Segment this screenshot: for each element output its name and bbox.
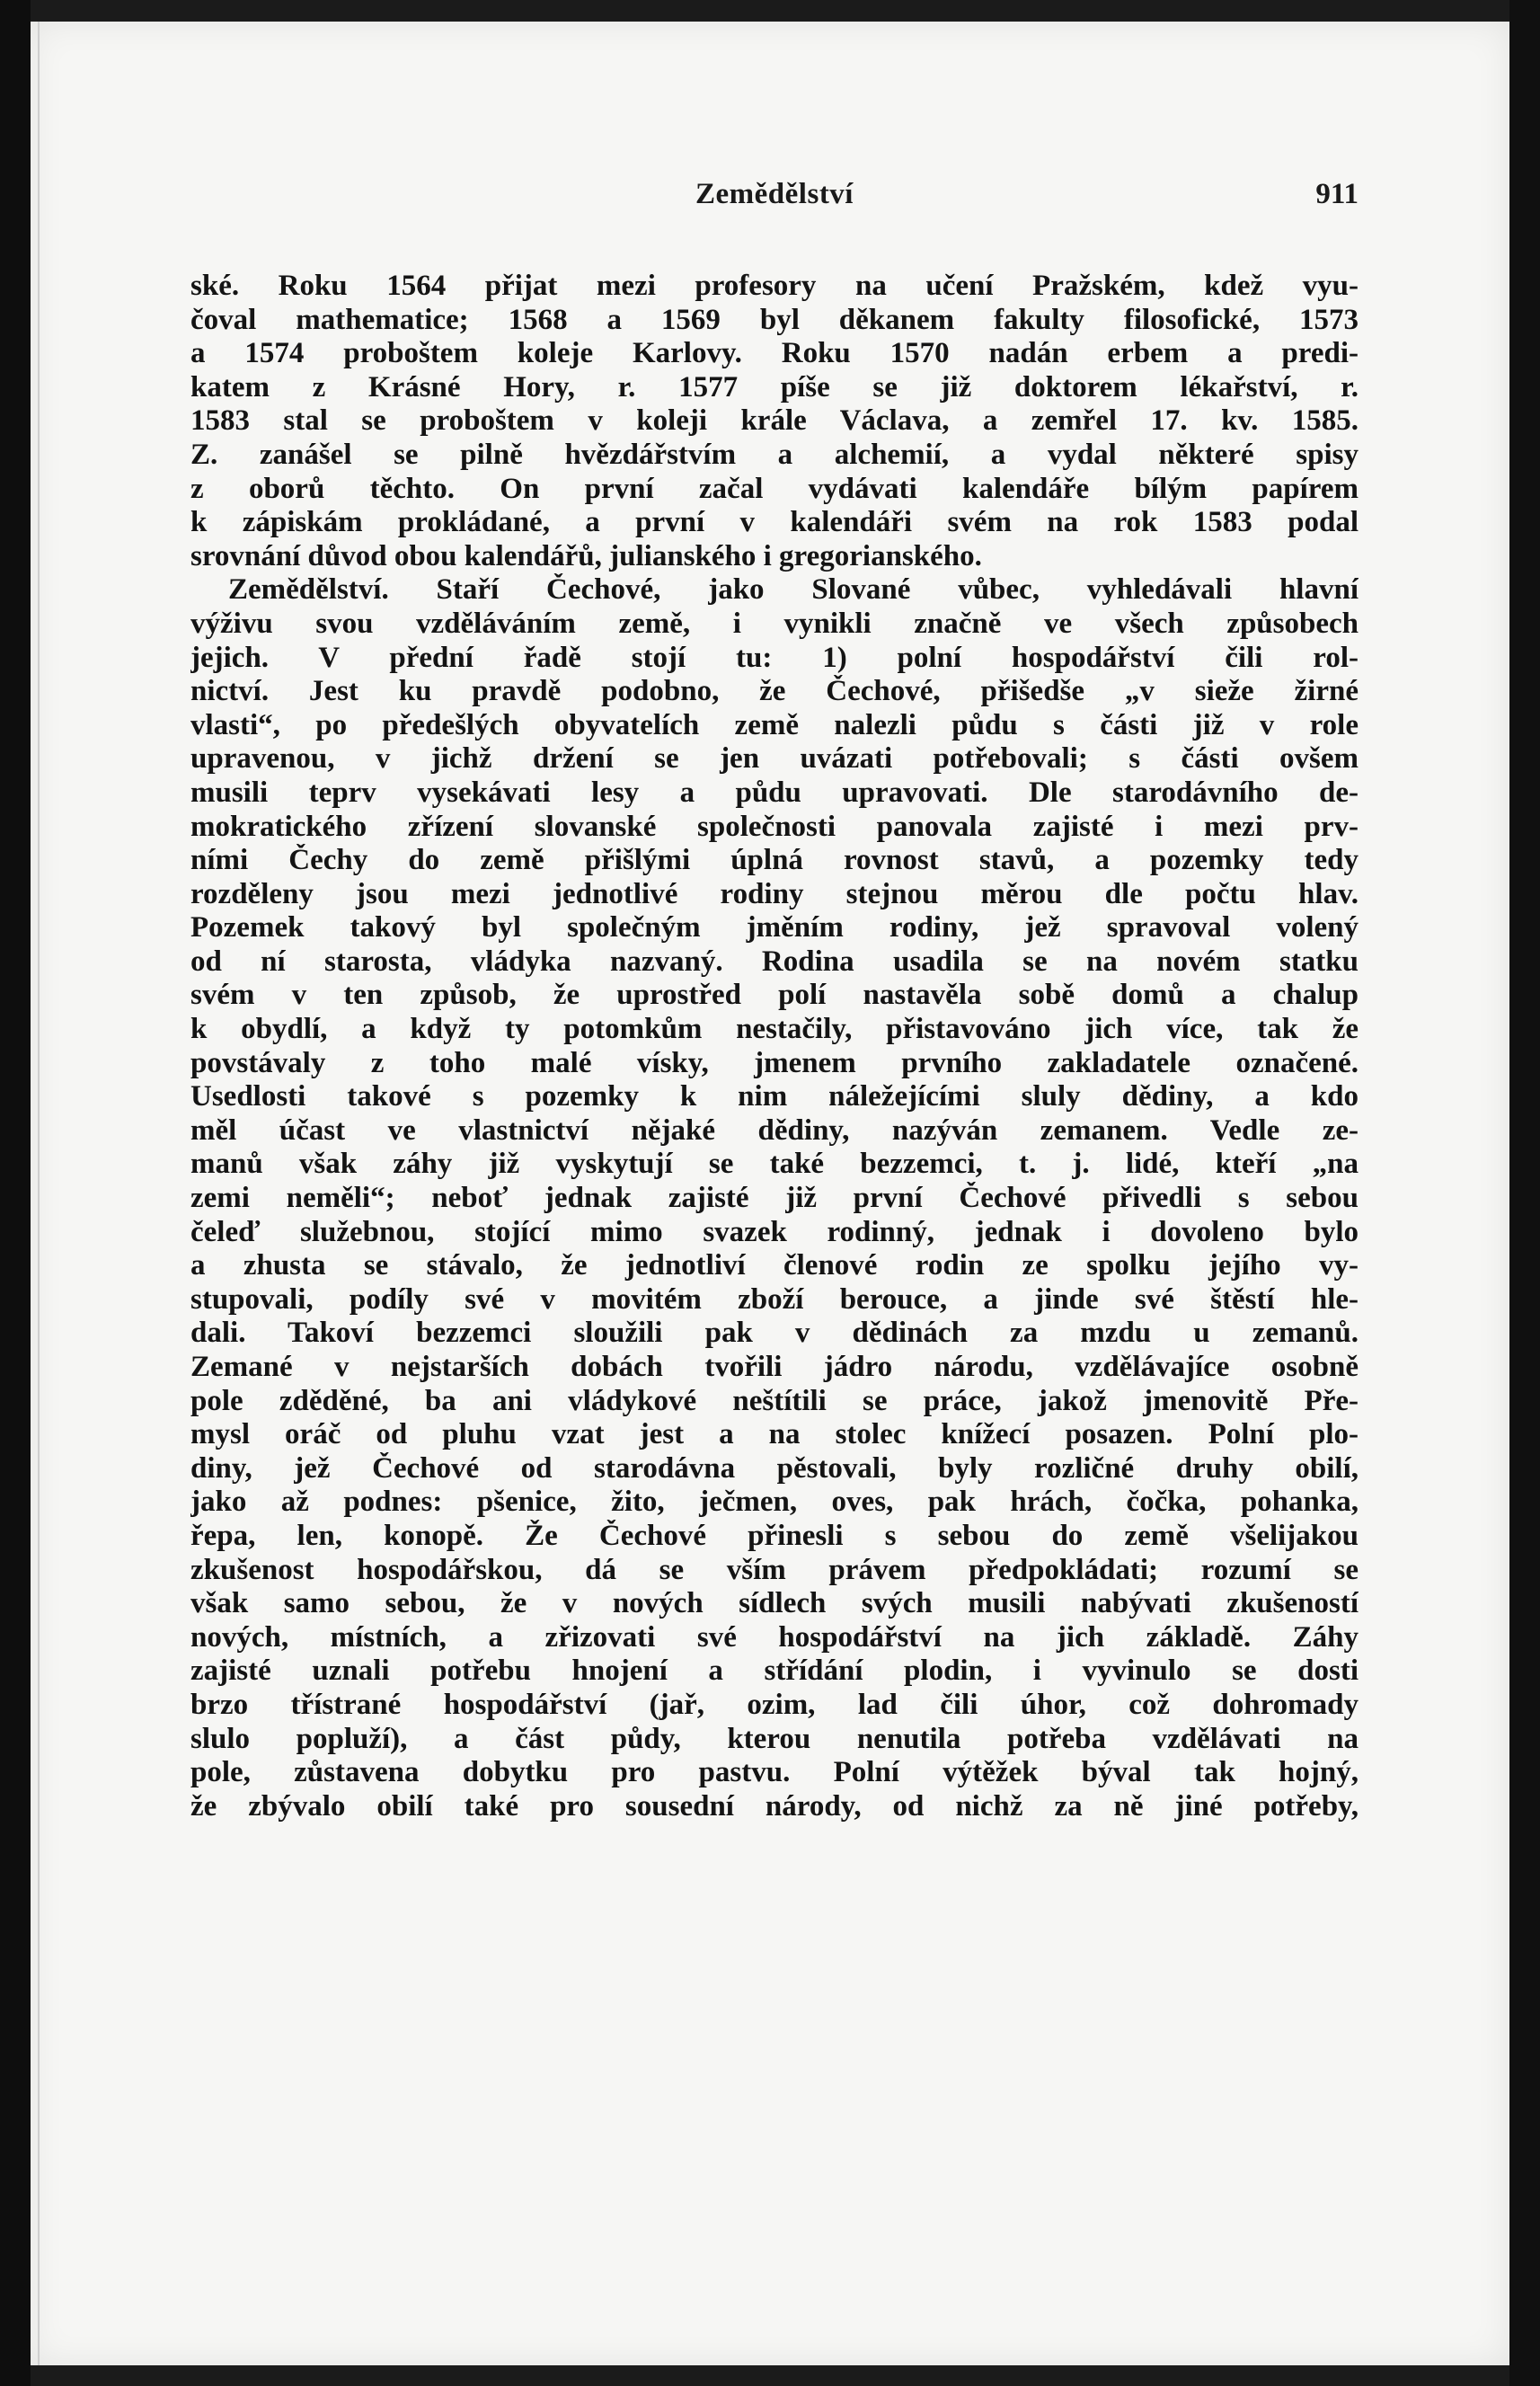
- text-line: ské. Roku 1564 přijat mezi profesory na učení Pražském, kdež vyu-: [190, 270, 1359, 302]
- body-text: [190, 270, 1359, 1823]
- section-start-line: Zemědělství. Staří Čechové, jako Slované vůbec, vyhledávali hlavní: [228, 573, 1359, 607]
- text-line: Zemané v nejstarších dobách tvořili jádro národu, vzdělávajíce osobně: [190, 1351, 1359, 1383]
- text-line: diny, jež Čechové od starodávna pěstovali, byly rozličné druhy obilí,: [190, 1451, 1359, 1485]
- text-line: dali. Takoví bezzemci sloužili pak v dědinách za mzdu u zemanů.: [190, 1317, 1359, 1350]
- text-line: od ní starosta, vládyka nazvaný. Rodina usadila se na novém statku: [190, 945, 1359, 978]
- text-line: z oborů těchto. On první začal vydávati kalendáře bílým papírem: [190, 472, 1359, 505]
- text-line: mokratického zřízení slovanské společnosti panovala zajisté i mezi prv-: [190, 810, 1359, 843]
- text-line: pole, zůstavena dobytku pro pastvu. Polní výtěžek býval tak hojný,: [190, 1756, 1359, 1789]
- text-line: katem z Krásné Hory, r. 1577 píše se již doktorem lékařství, r.: [190, 370, 1359, 404]
- text-line: jako až podnes: pšenice, žito, ječmen, oves, pak hrách, čočka, pohanka,: [190, 1486, 1359, 1519]
- text-line: výživu svou vzděláváním země, i vynikli značně ve všech způsobech: [190, 607, 1359, 640]
- text-line: zkušenost hospodářskou, dá se vším právem předpokládati; rozumí se: [190, 1553, 1359, 1586]
- text-line: a 1574 proboštem koleje Karlovy. Roku 1570 nadán erbem a predi-: [190, 337, 1359, 370]
- text-line: srovnání důvod obou kalendářů, julianského i gregorianského.: [190, 539, 982, 572]
- text-line: svém v ten způsob, že uprostřed polí nastavěla sobě domů a chalup: [190, 979, 1359, 1012]
- text-line: měl účast ve vlastnictví nějaké dědiny, nazýván zemanem. Vedle ze-: [190, 1113, 1359, 1147]
- text-line: Usedlosti takové s pozemky k nim náležejícími sluly dědiny, a kdo: [190, 1080, 1359, 1113]
- scan-border-right: [1509, 0, 1540, 2386]
- text-line: mysl oráč od pluhu vzat jest a na stolec knížecí posazen. Polní plo-: [190, 1418, 1359, 1451]
- text-line: zajisté uznali potřebu hnojení a střídání plodin, i vyvinulo se dosti: [190, 1654, 1359, 1688]
- text-line: Pozemek takový byl společným jměním rodiny, jež spravoval volený: [190, 911, 1359, 945]
- text-line: čoval mathematice; 1568 a 1569 byl děkanem fakulty filosofické, 1573: [190, 303, 1359, 336]
- text-line: čeleď služebnou, stojící mimo svazek rodinný, jednak i dovoleno bylo: [190, 1215, 1359, 1248]
- text-line: řepa, len, konopě. Že Čechové přinesli s sebou do země všelijakou: [190, 1519, 1359, 1552]
- text-line: rozděleny jsou mezi jednotlivé rodiny stejnou měrou dle počtu hlav.: [190, 877, 1359, 910]
- text-line: Z. zanášel se pilně hvězdářstvím a alchemií, a vydal některé spisy: [190, 438, 1359, 471]
- text-line: upravenou, v jichž držení se jen uvázati potřebovali; s části ovšem: [190, 742, 1359, 776]
- text-line: slulo popluží), a část půdy, kterou nenutila potřeba vzdělávati na: [190, 1722, 1359, 1755]
- text-line: vlasti“, po předešlých obyvatelích země nalezli půdu s části již v role: [190, 708, 1359, 741]
- text-line: musili teprv vysekávati lesy a půdu upravovati. Dle starodávního de-: [190, 776, 1359, 809]
- text-line: manů však záhy již vyskytují se také bezzemci, t. j. lidé, kteří „na: [190, 1148, 1359, 1181]
- scan-border-left: [0, 0, 31, 2386]
- text-line: povstávaly z toho malé vísky, jmenem prvního zakladatele označené.: [190, 1046, 1359, 1079]
- page-number: 911: [1315, 178, 1359, 210]
- text-line: jejich. V přední řadě stojí tu: 1) polní hospodářství čili rol-: [190, 641, 1359, 674]
- text-line: ními Čechy do země přišlými úplná rovnost stavů, a pozemky tedy: [190, 844, 1359, 877]
- text-line: pole zděděné, ba ani vládykové neštítili se práce, jakož jmenovitě Pře-: [190, 1384, 1359, 1417]
- text-line: brzo třístrané hospodářství (jař, ozim, lad čili úhor, což dohromady: [190, 1688, 1359, 1721]
- text-line: k obydlí, a když ty potomkům nestačily, přistavováno jich více, tak že: [190, 1013, 1359, 1046]
- text-line: 1583 stal se proboštem v koleji krále Václava, a zemřel 17. kv. 1585.: [190, 404, 1359, 438]
- text-line: k zápiskám prokládané, a první v kalendáři svém na rok 1583 podal: [190, 506, 1359, 539]
- text-line: nictví. Jest ku pravdě podobno, že Čechové, přišedše „v sieže žirné: [190, 675, 1359, 708]
- text-line: nových, místních, a zřizovati své hospodářství na jich základě. Záhy: [190, 1620, 1359, 1654]
- page-header: [190, 178, 1359, 223]
- text-line: a zhusta se stávalo, že jednotliví členové rodin ze spolku jejího vy-: [190, 1249, 1359, 1282]
- page-edge-line: [38, 22, 40, 2365]
- text-line: že zbývalo obilí také pro sousední národy, od nichž za ně jiné potřeby,: [190, 1789, 1359, 1823]
- text-line: stupovali, podíly své v movitém zboží berouce, a jinde své štěstí hle-: [190, 1282, 1359, 1316]
- running-title: Zemědělství: [695, 178, 854, 210]
- text-line: zemi neměli“; neboť jednak zajisté již první Čechové přivedli s sebou: [190, 1182, 1359, 1215]
- text-line: však samo sebou, že v nových sídlech svých musili nabývati zkušeností: [190, 1587, 1359, 1620]
